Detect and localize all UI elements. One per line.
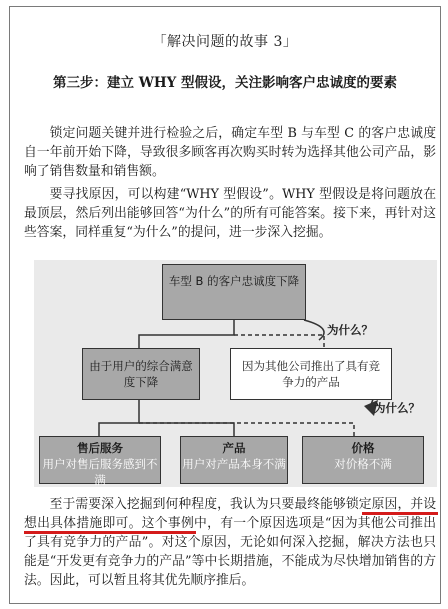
reason-product-text: 用户对产品本身不满 <box>182 457 286 471</box>
reason-price-box <box>302 436 424 484</box>
cause-competitor-box <box>230 348 392 400</box>
top-problem-text: 车型 B 的客户忠诚度下降 <box>168 274 300 288</box>
document-page <box>9 6 441 604</box>
top-problem-box <box>162 264 306 320</box>
highlighted-conclusion: 能够锁定原因，并设想出具体措施即可。 <box>24 497 437 531</box>
cause-competitor-text: 因为其他公司推出了具有竞争力的产品 <box>242 359 380 389</box>
paragraph-3 <box>24 495 436 590</box>
why-label-2: 为什么？ <box>374 401 420 415</box>
reason-product-box <box>180 436 288 484</box>
reason-product-title: 产品 <box>222 441 246 455</box>
red-underline-2 <box>24 531 196 534</box>
reason-service-box <box>39 436 161 487</box>
paragraph-2: 要寻找原因，可以构建“WHY 型假设”。WHY 型假设是将问题放在最顶层，然后列出能够回答“为什么”的所有可能答案。接下来，再针对这些答案，同样重复“为什么”的提问，进一步深入挖掘。 <box>24 187 436 240</box>
reason-price-title: 价格 <box>351 441 375 455</box>
cause-satisfaction-text: 由于用户的综合满意度下降 <box>89 359 193 389</box>
why-label-1: 为什么？ <box>327 323 373 337</box>
why-tree-diagram <box>34 260 437 487</box>
story-header: 「解决问题的故事 3」 <box>152 34 298 50</box>
paragraph-3-rest: 这个事例中，有一个原因选项是“因为其他公司推出了具有竞争力的产品”。对这个原因，无论如何深入挖掘，解决方法也只能是“开发更有竞争力的产品”等中长期措施，不能成为尽快增加销售的方法。因此，可以暂且将其优先顺序推后。 <box>24 516 437 588</box>
step-title: 第三步：建立 WHY 型假设，关注影响客户忠诚度的要素 <box>53 75 397 91</box>
paragraph-1: 锁定问题关键并进行检验之后，确定车型 B 与车型 C 的客户忠诚度自一年前开始下降，导致很多顾客再次购买时转为选择其他公司产品，影响了销售数量和销售额。 <box>24 126 436 179</box>
red-underline-1 <box>362 512 438 515</box>
cause-satisfaction-box <box>82 348 200 400</box>
reason-price-text: 对价格不满 <box>334 457 392 471</box>
reason-service-title: 售后服务 <box>77 441 123 455</box>
reason-service-text: 用户对售后服务感到不满 <box>42 457 158 487</box>
paragraph-3-intro: 至于需要深入挖掘到何种程度，我认为只要最终 <box>49 497 321 512</box>
